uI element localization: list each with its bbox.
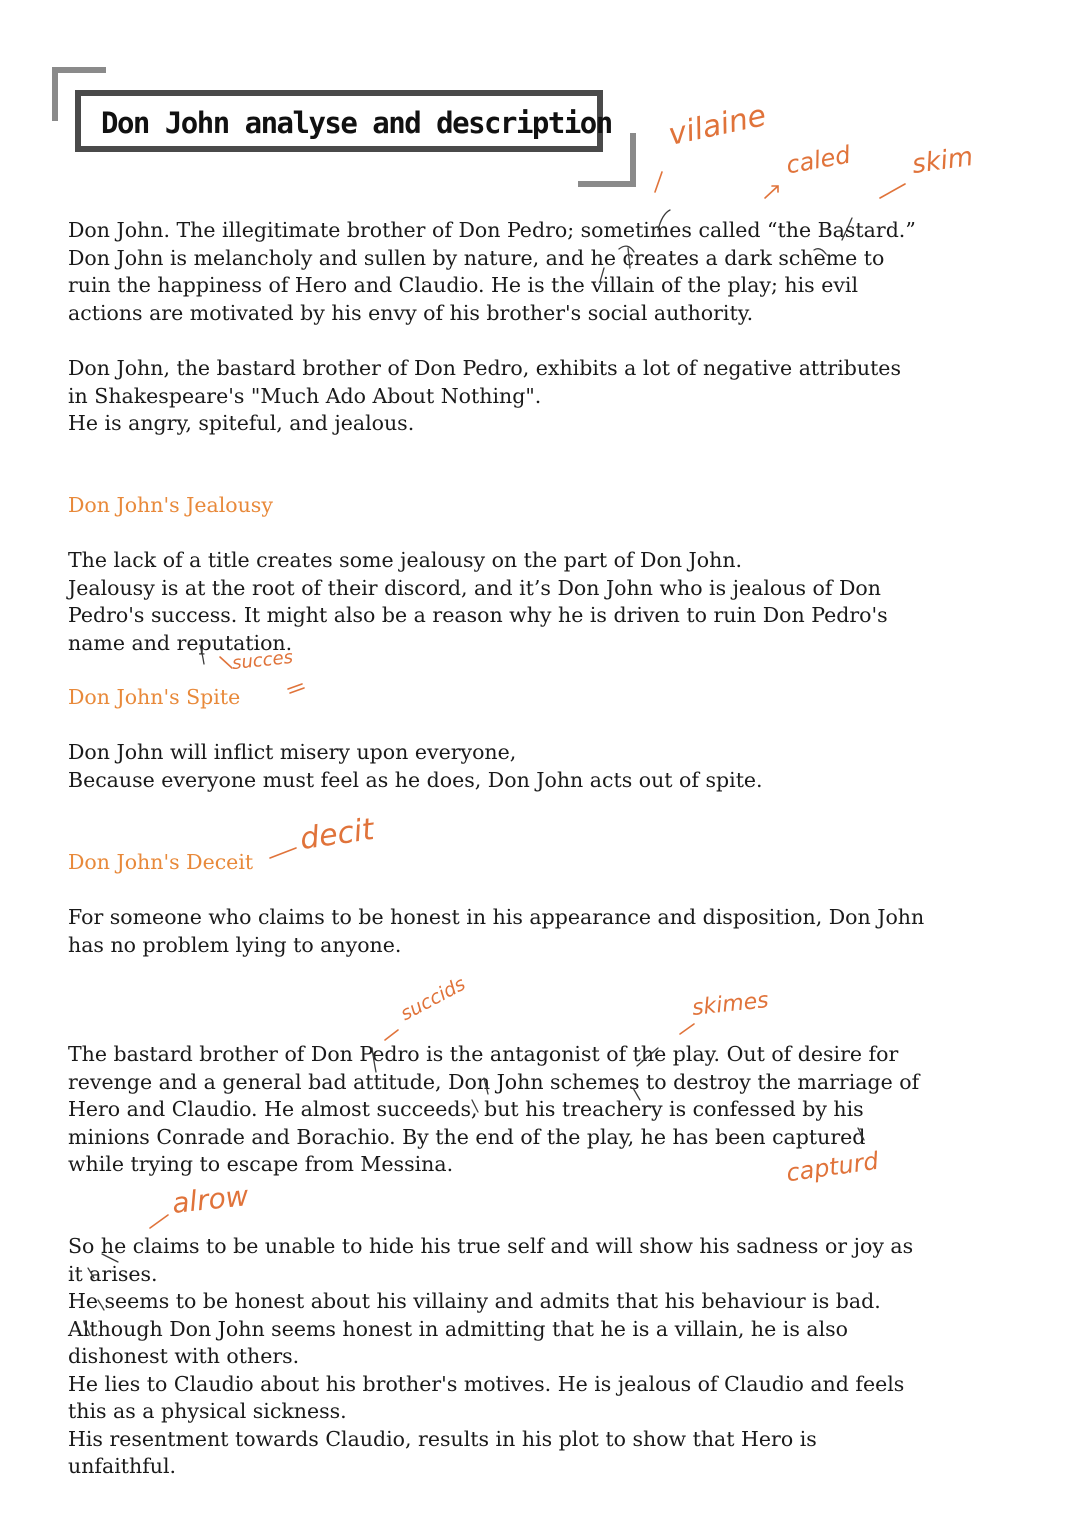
closing-line: So he claims to be unable to hide his true self and will show his sadness or joy as [68,1234,914,1258]
spite-paragraph [68,739,968,794]
jealousy-line: Jealousy is at the root of their discord, and it’s Don John who is jealous of Don [68,575,881,600]
annotation-success: succes [231,646,294,675]
summary-line: in Shakespeare's "Much Ado About Nothing". [68,383,542,408]
villain-tick-stroke [655,172,662,192]
closing-line: unfaithful. [68,1454,177,1478]
jealousy-line: The lack of a title creates some jealousy on the part of Don John. [68,548,743,572]
annotation-deceit: decit [297,812,377,857]
deceit-paragraph [68,904,968,959]
antagonist-line: revenge and a general bad attitude, Don John schemes to destroy the marriage of [68,1069,920,1094]
summary-line: He is angry, spiteful, and jealous. [68,411,415,435]
closing-line: Although Don John seems honest in admitting that he is a villain, he is also [68,1316,849,1341]
antagonist-line: while trying to escape from Messina. [68,1152,454,1176]
closing-line: He seems to be honest about his villainy and admits that his behaviour is bad. [68,1289,881,1313]
antagonist-line: minions Conrade and Borachio. By the end of the play, he has been captured [68,1124,866,1149]
success-equals-stroke [288,684,304,693]
succeeds-dash-stroke [385,1030,398,1040]
schemes-dash-stroke [680,1024,694,1034]
spite-line: Don John will inflict misery upon everyone, [68,740,517,764]
intro-line: Don John. The illegitimate brother of Don Pedro; sometimes called “the Bastard.” [68,218,916,242]
annotation-captured: capturd [784,1146,881,1188]
summary-line: Don John, the bastard brother of Don Pedro, exhibits a lot of negative attributes [68,356,901,380]
jealousy-paragraph [68,547,968,657]
antagonist-line: Hero and Claudio. He almost succeeds, but his treachery is confessed by his [68,1097,864,1121]
annotation-called: caled [784,140,853,180]
title-box [75,90,612,152]
called-arrow-stroke [765,186,778,198]
arises-dash-stroke [150,1215,168,1228]
closing-paragraph [68,1233,968,1481]
deceit-line: For someone who claims to be honest in his appearance and disposition, Don John [68,905,925,929]
jealousy-line: name and reputation. [68,630,293,655]
deceit-dash-stroke [270,848,296,858]
scheme-dash-stroke [880,184,905,198]
section-heading-spite: Don John's Spite [68,685,241,709]
annotation-villain: vilaine [665,98,770,153]
spite-line: Because everyone must feel as he does, Don John acts out of spite. [68,767,763,792]
closing-line: it arises. [68,1261,158,1286]
deceit-line: has no problem lying to anyone. [68,932,402,957]
success-tick-stroke [220,657,232,668]
summary-paragraph [68,355,968,438]
antagonist-line: The bastard brother of Don Pedro is the antagonist of the play. Out of desire for [68,1042,899,1066]
closing-line: dishonest with others. [68,1344,300,1368]
section-heading-jealousy: Don John's Jealousy [68,493,273,517]
annotation-scheme: skim [910,141,975,181]
intro-paragraph [68,217,968,327]
jealousy-line: Pedro's success. It might also be a reason why he is driven to ruin Don Pedro's [68,603,888,627]
intro-line: ruin the happiness of Hero and Claudio. He is the villain of the play; his evil [68,273,859,297]
annotation-arises: alrow [170,1179,250,1220]
page-title: Don John analyse and description [101,106,612,140]
closing-line: this as a physical sickness. [68,1399,347,1423]
intro-line: actions are motivated by his envy of his brother's social authority. [68,300,754,325]
closing-line: He lies to Claudio about his brother's motives. He is jealous of Claudio and feels [68,1371,905,1396]
closing-line: His resentment towards Claudio, results in his plot to show that Hero is [68,1426,817,1451]
annotation-succeeds: succids [396,972,470,1026]
annotation-schemes: skimes [690,988,770,1021]
intro-line: Don John is melancholy and sullen by nature, and he creates a dark scheme to [68,245,885,270]
section-heading-deceit: Don John's Deceit [68,850,254,874]
